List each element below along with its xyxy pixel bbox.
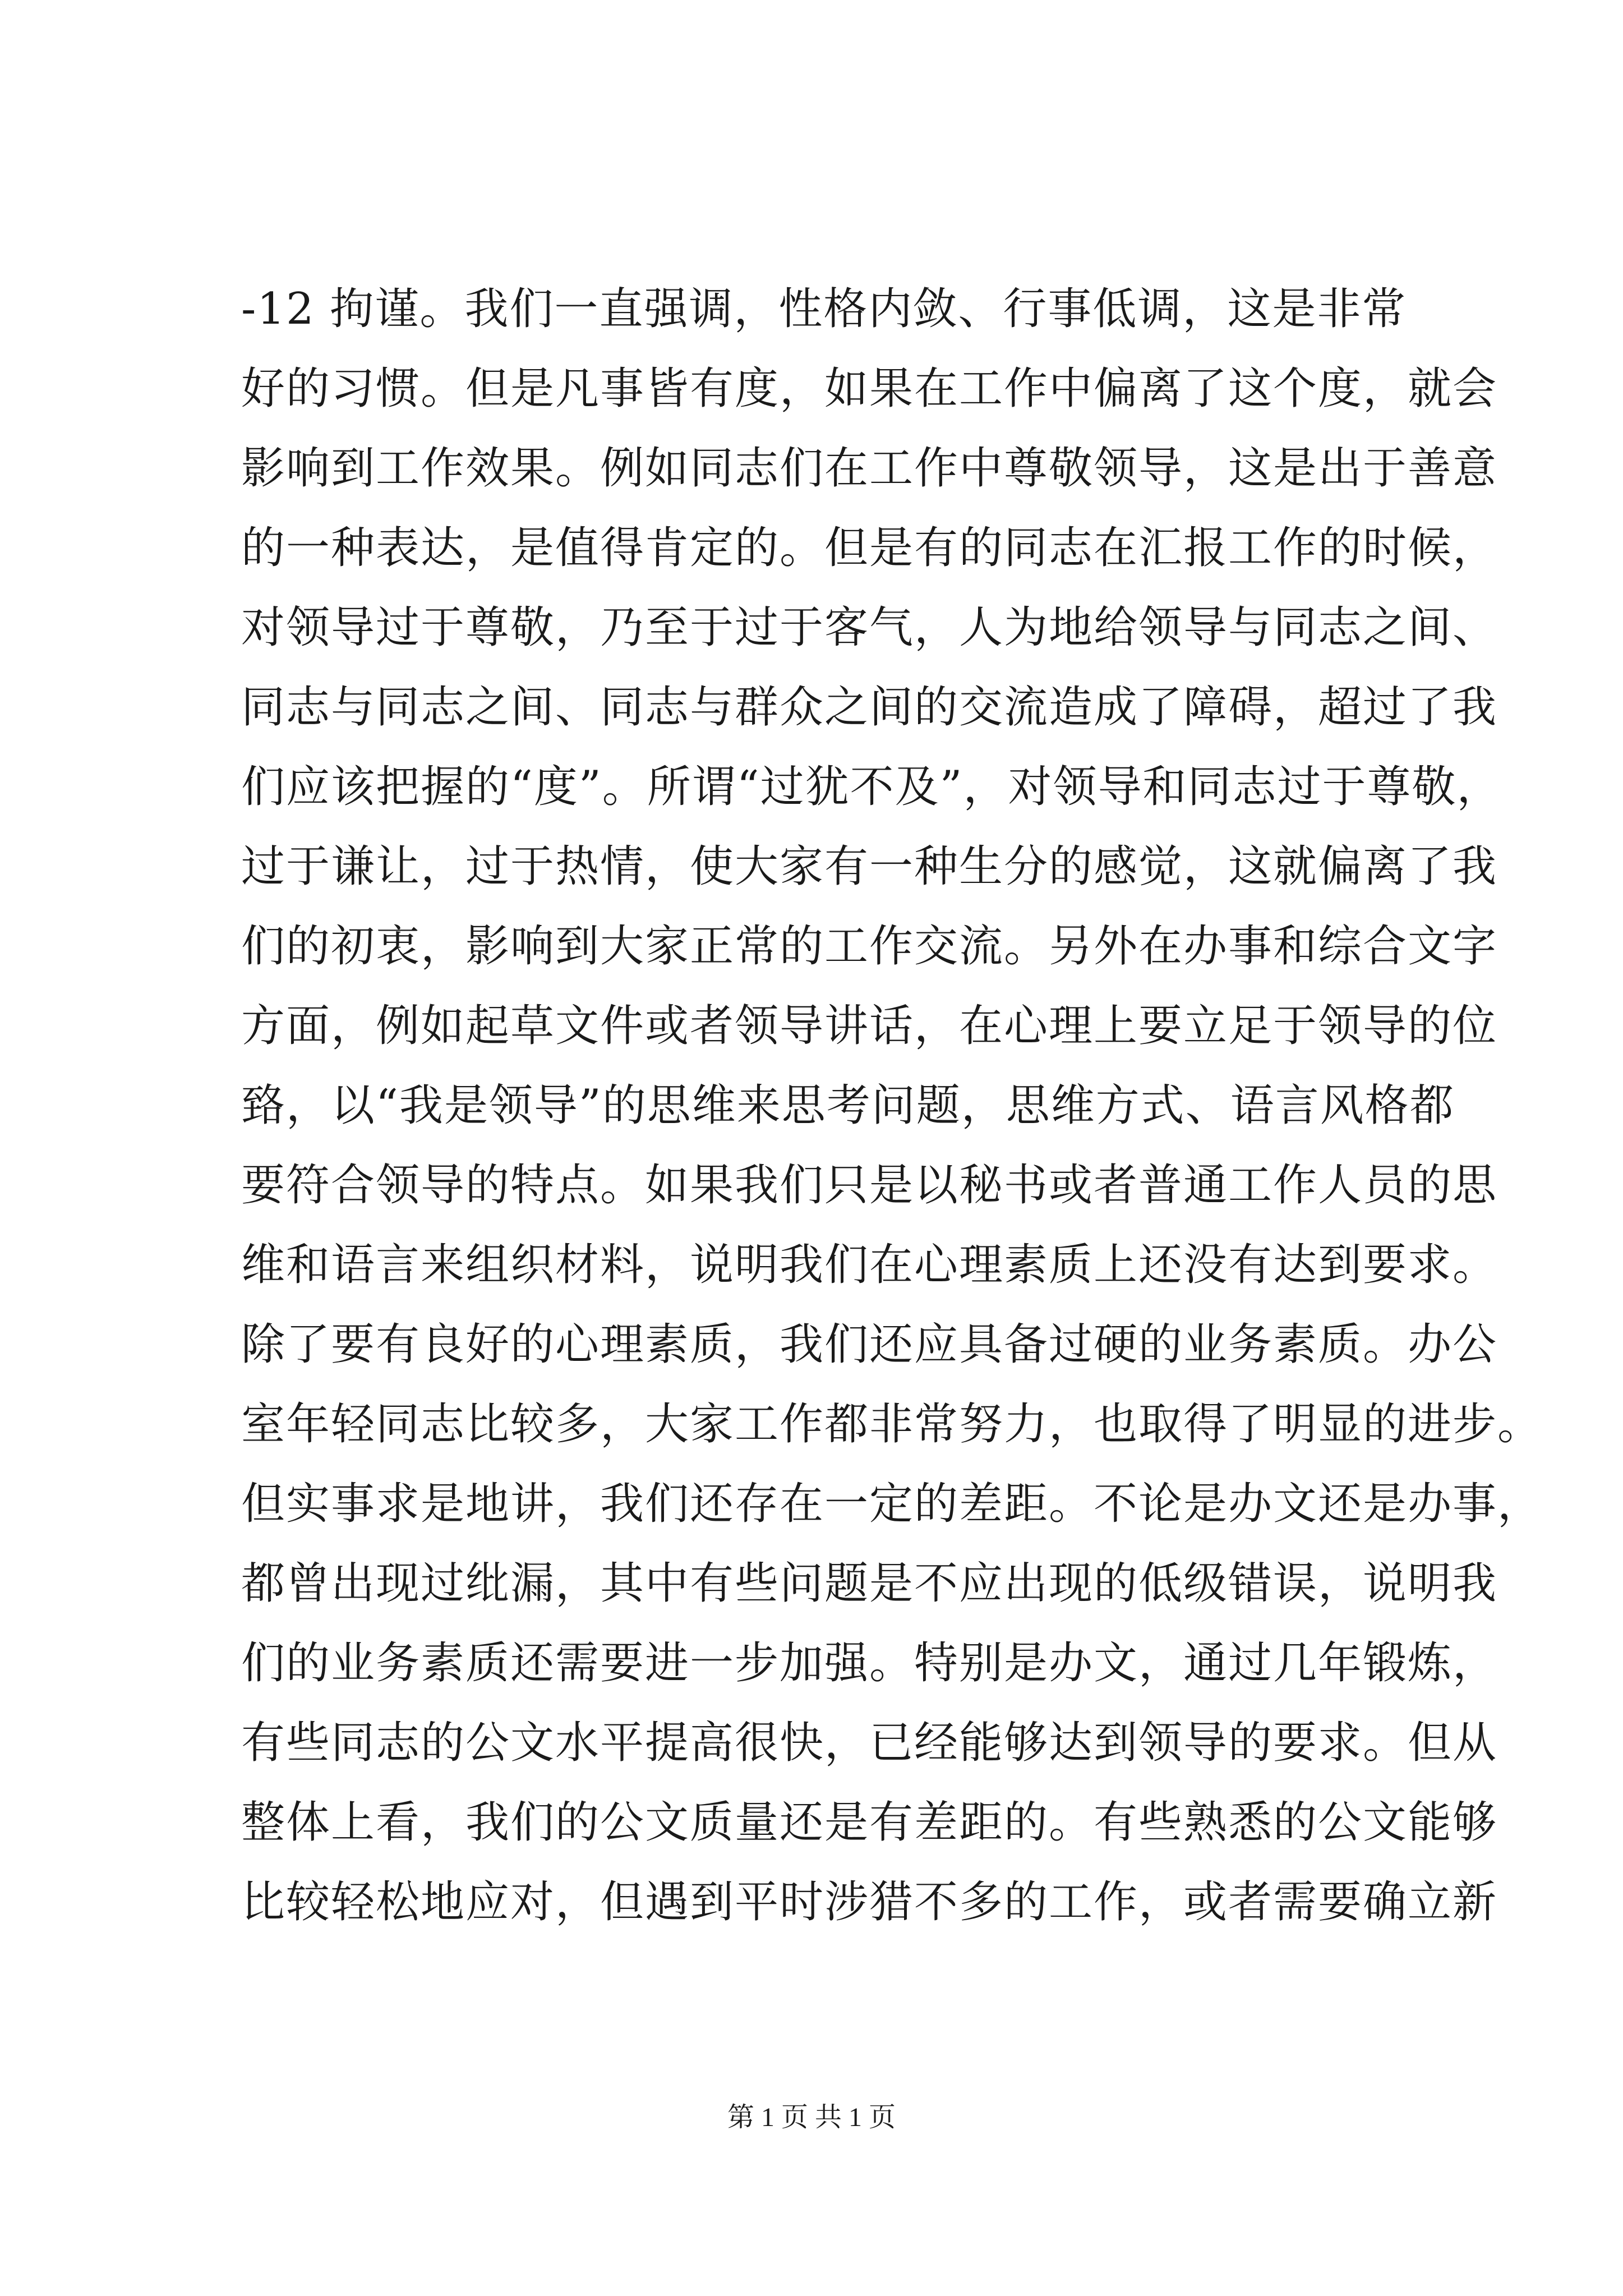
text-line: 的一种表达，是值得肯定的。但是有的同志在汇报工作的时候， (241, 523, 1498, 573)
text-line: 但实事求是地讲，我们还存在一定的差距。不论是办文还是办事， (241, 1479, 1543, 1529)
page-footer: 第 1 页 共 1 页 (727, 2102, 896, 2132)
text-line: 除了要有良好的心理素质，我们还应具备过硬的业务素质。办公 (241, 1319, 1498, 1370)
text-line: 影响到工作效果。例如同志们在工作中尊敬领导，这是出于善意 (241, 443, 1498, 494)
text-line: 室年轻同志比较多，大家工作都非常努力，也取得了明显的进步。 (241, 1399, 1543, 1450)
text-line: 整体上看，我们的公文质量还是有差距的。有些熟悉的公文能够 (241, 1797, 1498, 1848)
text-line: 维和语言来组织材料，说明我们在心理素质上还没有达到要求。 (241, 1240, 1498, 1290)
text-line: 方面，例如起草文件或者领导讲话，在心理上要立足于领导的位 (241, 1001, 1498, 1051)
text-line: 臵，以“我是领导”的思维来思考问题，思维方式、语言风格都 (241, 1080, 1455, 1131)
text-line: 有些同志的公文水平提高很快，已经能够达到领导的要求。但从 (241, 1718, 1498, 1768)
text-line: 对领导过于尊敬，乃至于过于客气，人为地给领导与同志之间、 (241, 602, 1498, 653)
text-line: 同志与同志之间、同志与群众之间的交流造成了障碍，超过了我 (241, 682, 1498, 733)
text-line: 比较轻松地应对，但遇到平时涉猎不多的工作，或者需要确立新 (241, 1877, 1498, 1927)
text-line: 好的习惯。但是凡事皆有度，如果在工作中偏离了这个度，就会 (241, 364, 1498, 414)
text-line: -12 拘谨。我们一直强调，性格内敛、行事低调，这是非常 (241, 284, 1407, 334)
text-line: 都曾出现过纰漏，其中有些问题是不应出现的低级错误，说明我 (241, 1558, 1498, 1609)
text-line: 们的初衷，影响到大家正常的工作交流。另外在办事和综合文字 (241, 921, 1498, 972)
text-line: 过于谦让，过于热情，使大家有一种生分的感觉，这就偏离了我 (241, 841, 1498, 892)
text-line: 们应该把握的“度”。所谓“过犹不及”，对领导和同志过于尊敬， (241, 762, 1502, 812)
body-text (241, 269, 1543, 1942)
text-line: 要符合领导的特点。如果我们只是以秘书或者普通工作人员的思 (241, 1160, 1498, 1211)
text-line: 们的业务素质还需要进一步加强。特别是办文，通过几年锻炼， (241, 1638, 1498, 1688)
